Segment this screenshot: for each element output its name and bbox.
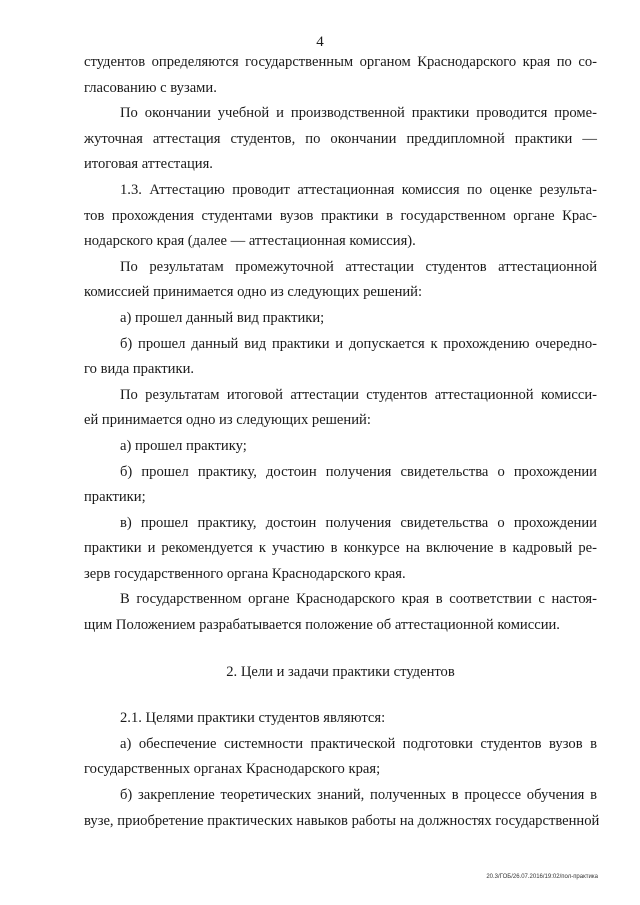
text-line: По результатам итоговой аттестации студентов аттестационной комисси- [120,386,597,403]
text-line: практики и рекомендуется к участию в конкурсе на включение в кадровый ре- [84,540,597,557]
text-line: 2.1. Целями практики студентов являются: [120,710,386,727]
text-line: гласованию с вузами. [84,79,217,96]
text-line: комиссией принимается одно из следующих решений: [84,284,423,301]
text-line: а) обеспечение системности практической подготовки студентов вузов в [120,735,597,752]
paragraphs-section-2 [84,706,600,834]
text-line: государственных органах Краснодарского края; [84,761,381,778]
text-line: нодарского края (далее — аттестационная комиссия). [84,233,416,250]
text-line: го вида практики. [84,361,195,378]
text-line: 1.3. Аттестацию проводит аттестационная комиссия по оценке результа- [120,181,597,198]
text-line: вузе, приобретение практических навыков работы на должностях государственной [84,812,600,829]
text-line: итоговая аттестация. [84,156,213,173]
text-line: студентов определяются государственным органом Краснодарского края по со- [84,54,597,70]
text-line: б) прошел практику, достоин получения свидетельства о прохождении [120,463,597,480]
spacer [84,685,597,706]
text-line: ей принимается одно из следующих решений: [84,412,371,429]
text-line: По окончании учебной и производственной практики проводится проме- [120,105,597,122]
spacer [84,639,597,660]
text-line: По результатам промежуточной аттестации студентов аттестационной [120,258,597,275]
text-line: а) прошел данный вид практики; [120,309,325,326]
text-line: в) прошел практику, достоин получения свидетельства о прохождении [120,514,597,531]
text-line: б) закрепление теоретических знаний, полученных в процессе обучения в [120,787,597,804]
text-line: тов прохождения студентами вузов практики в государственном органе Крас- [84,207,597,224]
text-line: щим Положением разрабатывается положение об аттестационной комиссии. [84,617,560,634]
text-line: б) прошел данный вид практики и допускается к прохождению очередно- [120,335,597,352]
section-heading: 2. Цели и задачи практики студентов [226,663,455,680]
footer-document-code: 20.3/ГОБ/26.07.2016/19:02/пол-практика [486,874,598,880]
body-text [84,50,600,834]
text-line: В государственном органе Краснодарского края в соответствии с настоя- [120,591,597,608]
text-line: практики; [84,489,146,506]
text-line: а) прошел практику; [120,437,247,454]
text-line: жуточная аттестация студентов, по окончании преддипломной практики — [84,130,597,147]
paragraphs-section-1 [84,50,597,639]
page-number: 4 [316,34,324,50]
text-line: зерв государственного органа Краснодарского края. [84,565,406,582]
